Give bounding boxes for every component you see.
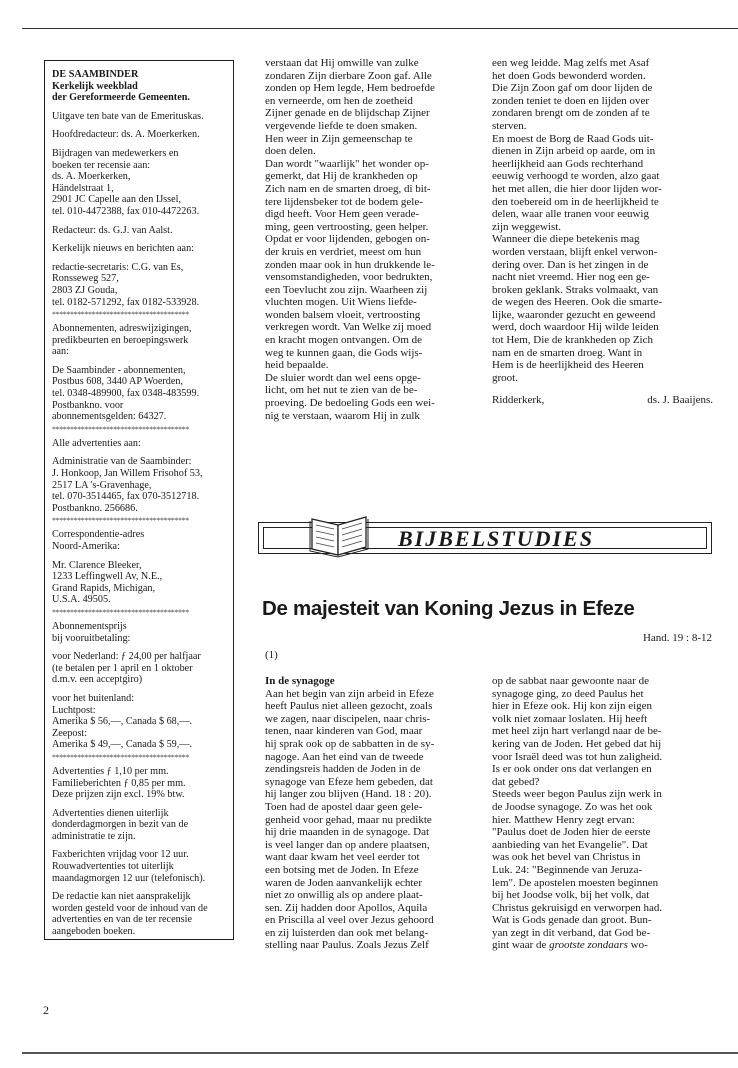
text-line: nagoge. Aan het eind van de tweede bbox=[265, 750, 424, 763]
text-line: delen, waar alle tranen voor eeuwig bbox=[492, 208, 649, 221]
colophon-line: Abonnementsprijs bbox=[52, 620, 127, 632]
text-line: Luk. 24: "Beginnende van Jeruza- bbox=[492, 863, 643, 876]
colophon-redactie-lines bbox=[52, 262, 226, 308]
text-line: vluchten mogen. Uit Wiens liefde- bbox=[265, 296, 417, 309]
text-line: stelling naar Paulus. Zoals Jezus Zelf bbox=[265, 939, 429, 952]
text-line: De sluier wordt dan wel eens opge- bbox=[265, 371, 421, 384]
colophon-line: der Gereformeerde Gemeenten. bbox=[52, 92, 190, 104]
colophon-abonnementen-lines bbox=[52, 323, 226, 358]
text-line: vensomstandigheden, voor bedrukten, bbox=[265, 271, 433, 284]
text-line: wonden balsem vloeit, vertroosting bbox=[265, 308, 421, 321]
text-line: synagoge van Efeze hem gebeden, dat bbox=[265, 775, 433, 788]
text-line: want daar kwam het veel eerder tot bbox=[265, 851, 420, 864]
colophon-line: aan: bbox=[52, 346, 69, 358]
text-line: Toen had de apostel daar geen gele- bbox=[265, 800, 423, 813]
text-line: zonden maar ook in hun drukkende le- bbox=[265, 258, 435, 271]
text-line: het met allen, die hier door lijden wor- bbox=[492, 182, 662, 195]
colophon-line: tel. 010-4472388, fax 010-4472263. bbox=[52, 205, 200, 217]
text-line: ming, geen vertroosting, geen helper. bbox=[265, 220, 429, 233]
text-line: voor Israël deed was tot hun zaligheid. bbox=[492, 750, 663, 763]
colophon-hoofdredacteur: Hoofdredacteur: ds. A. Moerkerken. bbox=[52, 129, 200, 141]
text-line: hij langer zou blijven (Hand. 18 : 20). bbox=[265, 788, 432, 801]
colophon-line: Bijdragen van medewerkers en bbox=[52, 147, 179, 159]
text-line: zijn weggewist. bbox=[492, 220, 562, 233]
text-line: volk niet zomaar loslaten. Hij heeft bbox=[492, 712, 648, 725]
text-line: nacht niet vreemd. Hier nog een ge- bbox=[492, 271, 650, 284]
colophon-abonnementsprijs-lines bbox=[52, 621, 226, 644]
colophon-tarieven-lines bbox=[52, 766, 226, 801]
text-line: yan zegt in dit verband, dat God be- bbox=[492, 926, 651, 939]
text-line: zonden op Hem legde, Hem bedroefde bbox=[265, 82, 435, 95]
signature-place: Ridderkerk, bbox=[492, 394, 545, 407]
text-line: lijke, waaronder gezucht en geweend bbox=[492, 308, 656, 321]
colophon-buitenland-lines bbox=[52, 693, 226, 751]
colophon-line: bij vooruitbetaling: bbox=[52, 632, 131, 644]
colophon-nieuws-lines bbox=[52, 243, 226, 255]
text-line: dering over. Dan is het zingen in de bbox=[492, 258, 649, 271]
text-line: niet zo onwillig als op andere plaat- bbox=[265, 889, 423, 902]
colophon-line: Advertenties ƒ 1,10 per mm. bbox=[52, 765, 169, 777]
colophon-line: 1233 Leffingwell Av, N.E., bbox=[52, 571, 163, 583]
text-line: Christus gekruisigd en verworpen had. bbox=[492, 901, 663, 914]
text-line: synagoge ging, zo deed Paulus het bbox=[492, 687, 644, 700]
text-line: en Priscilla al veel over Jezus gehoord bbox=[265, 914, 434, 927]
colophon-line: 2901 JC Capelle aan den IJssel, bbox=[52, 194, 182, 206]
colophon-line: tel. 070-3514465, fax 070-3512718. bbox=[52, 491, 200, 503]
text-line: aanbieding van het Evangelie". Dat bbox=[492, 838, 648, 851]
colophon-line: Grand Rapids, Michigan, bbox=[52, 582, 155, 594]
article-subheading: In de synagoge bbox=[265, 675, 335, 687]
colophon-line: Postbankno. 256686. bbox=[52, 502, 138, 514]
text-line: heeft Paulus niet alleen gezocht, zoals bbox=[265, 700, 433, 713]
text-line: Die Zijn Zoon gaf om door lijden de bbox=[492, 82, 653, 95]
colophon-line: Postbankno. voor bbox=[52, 399, 124, 411]
separator-stars: ************************************** bbox=[52, 753, 189, 762]
text-line: het doen Gods bewonderd worden. bbox=[492, 69, 646, 82]
text-line: En moest de Borg de Raad Gods uit- bbox=[492, 132, 654, 145]
text-line: Is er ook onder ons dat verlangen en bbox=[492, 763, 652, 776]
colophon-line: tel. 0348-489900, fax 0348-483599. bbox=[52, 388, 200, 400]
text-line: werd, doch waardoor Hij wilde leiden bbox=[492, 321, 659, 334]
colophon-line: Mr. Clarence Bleeker, bbox=[52, 559, 142, 571]
text-line: we zagen, naar discipelen, naar chris- bbox=[265, 712, 431, 725]
colophon-line: Ronsseweg 527, bbox=[52, 273, 119, 285]
colophon-line: J. Honkoop, Jan Willem Frisohof 53, bbox=[52, 468, 203, 480]
text-line: genheid voor gehad, maar nu predikte bbox=[265, 813, 432, 826]
colophon-box bbox=[44, 60, 234, 940]
meditation-column-right bbox=[492, 57, 713, 407]
colophon-line: aangeboden boeken. bbox=[52, 926, 136, 938]
top-rule bbox=[22, 28, 738, 29]
text-line: dat gebed? bbox=[492, 775, 540, 788]
bottom-rule bbox=[22, 1052, 738, 1054]
colophon-line: (te betalen per 1 april en 1 oktober bbox=[52, 662, 193, 674]
text-line: verstaan dat Hij omwille van zulke bbox=[265, 57, 419, 69]
text-line: sen. Zij hadden door Apollos, Aquila bbox=[265, 901, 428, 914]
text-line: een Toevlucht zou zijn. Waarheen zij bbox=[265, 283, 428, 296]
colophon-line: Administratie van de Saambinder: bbox=[52, 456, 192, 468]
text-line: verkregen wordt. Van Welke zij moed bbox=[265, 321, 432, 334]
text-line: heid bepaalde. bbox=[265, 359, 329, 372]
text-line: worden verstaan, blijft enkel verwon- bbox=[492, 245, 658, 258]
colophon-line: Noord-Amerika: bbox=[52, 541, 120, 552]
article-column-left bbox=[265, 675, 487, 952]
text-line: sterven. bbox=[492, 119, 527, 132]
colophon-administratie-lines bbox=[52, 456, 226, 514]
text-line: kering van de Joden. Het gebed dat hij bbox=[492, 737, 662, 750]
colophon-line: DE SAAMBINDER bbox=[52, 69, 139, 80]
text-line: tenen, naar kinderen van God, maar bbox=[265, 725, 423, 738]
colophon-line: Luchtpost: bbox=[52, 704, 96, 716]
text-line: gemerkt, dat Hij de krankheden op bbox=[265, 170, 418, 183]
text-line: zendingsreis hadden de Joden in de bbox=[265, 763, 421, 776]
colophon-line: Kerkelijk weekblad bbox=[52, 80, 138, 92]
text-line: met heel zijn hart verlangd naar de be- bbox=[492, 725, 662, 738]
colophon-uitgave: Uitgave ten bate van de Emerituskas. bbox=[52, 110, 204, 122]
colophon-line: worden gesteld voor de inhoud van de bbox=[52, 902, 208, 914]
text-line: Zijner genade en de blijdschap Zijner bbox=[265, 107, 430, 120]
colophon-line: De Saambinder - abonnementen, bbox=[52, 364, 186, 376]
text-line: en zij luisterden dan ook met belang- bbox=[265, 926, 429, 939]
colophon-line: Familieberichten ƒ 0,85 per mm. bbox=[52, 777, 186, 789]
open-book-icon bbox=[304, 509, 376, 559]
last-line-end: wo- bbox=[627, 939, 648, 952]
colophon-line: Händelstraat 1, bbox=[52, 182, 114, 194]
text-line: hij sprak ook op de sabbatten in de sy- bbox=[265, 737, 435, 750]
text-line: Steeds weer begon Paulus zijn werk in bbox=[492, 788, 662, 801]
signature bbox=[492, 394, 713, 407]
colophon-line: Faxberichten vrijdag voor 12 uur. bbox=[52, 849, 189, 861]
colophon-line: Postbus 608, 3440 AP Woerden, bbox=[52, 376, 184, 388]
separator-stars: ************************************** bbox=[52, 517, 189, 526]
colophon-line: Abonnementen, adreswijzigingen, bbox=[52, 323, 192, 335]
colophon-bijdragen-lines bbox=[52, 148, 226, 218]
text-line: heerlijkheid aan Gods rechterhand bbox=[492, 157, 644, 170]
colophon-line: d.m.v. een acceptgiro) bbox=[52, 674, 143, 686]
text-line: en kracht mogen ontvangen. Om de bbox=[265, 334, 423, 347]
colophon-advertenties-aan: Alle advertenties aan: bbox=[52, 437, 141, 449]
text-line: en verneerde, om hen de zoetheid bbox=[265, 94, 413, 107]
text-line: hij drie maanden in de synagoge. Dat bbox=[265, 826, 430, 839]
colophon-line: Deze prijzen zijn excl. 19% btw. bbox=[52, 789, 185, 801]
meditation-column-middle bbox=[265, 57, 490, 422]
text-line: groot. bbox=[492, 371, 518, 384]
separator-stars: ************************************** bbox=[52, 425, 189, 434]
text-line: dienen in Zijn arbeid op aarde, om in bbox=[492, 145, 656, 158]
colophon-line: De redactie kan niet aansprakelijk bbox=[52, 891, 191, 903]
signature-name: ds. J. Baaijens. bbox=[647, 394, 713, 407]
text-line: tere lijdensbeker tot de bodem gele- bbox=[265, 195, 423, 208]
colophon-line: 2517 LA 's-Gravenhage, bbox=[52, 479, 152, 491]
colophon-line: tel. 0182-571292, fax 0182-533928. bbox=[52, 296, 200, 308]
text-line: tot Hem, Die de krankheden op Zich bbox=[492, 334, 653, 347]
text-line: den toebereid om in de heerlijkheid te bbox=[492, 195, 659, 208]
text-line: was ook het bevel van Christus in bbox=[492, 851, 641, 864]
colophon-correspondentie-lines bbox=[52, 529, 226, 552]
colophon-line: Correspondentie-adres bbox=[52, 529, 145, 541]
section-banner bbox=[258, 513, 714, 551]
text-line: der kruis en verdriet, meest om hun bbox=[265, 245, 422, 258]
text-line: hier. Matthew Henry zegt ervan: bbox=[492, 813, 635, 826]
article-part-number: (1) bbox=[265, 649, 278, 661]
colophon-fax-lines bbox=[52, 849, 226, 884]
separator-stars: ************************************** bbox=[52, 311, 189, 320]
text-line: zondaren brengt om de zonden af te bbox=[492, 107, 650, 120]
text-line: hier in Efeze ook. Hij kon zijn eigen bbox=[492, 700, 653, 713]
colophon-line: voor Nederland: ƒ 24,00 per halfjaar bbox=[52, 651, 201, 663]
text-line: lem". De apostelen moesten beginnen bbox=[492, 876, 659, 889]
text-line: waren de Joden aanvankelijk echter bbox=[265, 876, 422, 889]
colophon-line: ds. A. Moerkerken, bbox=[52, 171, 131, 183]
text-line: op de sabbat naar gewoonte naar de bbox=[492, 675, 649, 687]
colophon-nederland-lines bbox=[52, 651, 226, 686]
text-line: broken geklank. Straks volmaakt, van bbox=[492, 283, 659, 296]
text-line: eeuwig verhoogd te worden, alzo gaat bbox=[492, 170, 660, 183]
colophon-line: boeken ter recensie aan: bbox=[52, 159, 151, 171]
text-line: weg te kunnen gaan, die Gods wijs- bbox=[265, 346, 423, 359]
text-line: digd heeft. Voor Hem geen verade- bbox=[265, 208, 420, 221]
text-line: Hem is de heerlijkheid des Heeren bbox=[492, 359, 644, 372]
emphasis-grootste-zondaars: grootste zondaars bbox=[549, 939, 628, 952]
colophon-line: abonnementsgelden: 64327. bbox=[52, 411, 167, 423]
colophon-line: 2803 ZJ Gouda, bbox=[52, 284, 118, 296]
text-line-last bbox=[492, 939, 713, 952]
colophon-saambinder-abon-lines bbox=[52, 365, 226, 423]
colophon-line: Amerika $ 49,—, Canada $ 59,—. bbox=[52, 739, 193, 751]
text-line: Zich nam en de smarten droeg, di bit- bbox=[265, 182, 431, 195]
colophon-redacteur: Redacteur: ds. G.J. van Aalst. bbox=[52, 224, 173, 236]
text-line: is veel langer dan op andere plaatsen, bbox=[265, 838, 430, 851]
colophon-line: Advertenties dienen uiterlijk bbox=[52, 807, 169, 819]
colophon-line: Rouwadvertenties tot uiterlijk bbox=[52, 861, 174, 873]
colophon-line: administratie te zijn. bbox=[52, 830, 136, 842]
text-line: een botsing met de Joden. In Efeze bbox=[265, 863, 419, 876]
colophon-line: voor het buitenland: bbox=[52, 692, 135, 704]
text-line: proeving. De bedoeling Gods een wei- bbox=[265, 397, 435, 410]
article-headline: De majesteit van Koning Jezus in Efeze bbox=[262, 597, 635, 620]
last-line-start: gint waar de bbox=[492, 939, 550, 952]
text-line: bij het Joodse volk, bij het volk, dat bbox=[492, 889, 650, 902]
text-line: licht, om het nut te zien van de be- bbox=[265, 384, 418, 397]
text-line: Wanneer die diepe betekenis mag bbox=[492, 233, 640, 246]
colophon-line: U.S.A. 49505. bbox=[52, 594, 111, 606]
colophon-line: redactie-secretaris: C.G. van Es, bbox=[52, 261, 184, 273]
text-line: zondaren Zijn dierbare Zoon gaf. Alle bbox=[265, 69, 432, 82]
separator-stars: ************************************** bbox=[52, 608, 189, 617]
colophon-line: Kerkelijk nieuws en berichten aan: bbox=[52, 243, 195, 255]
text-line: Hen weer in Zijn gemeenschap te bbox=[265, 132, 413, 145]
text-line: Wat is Gods genade dan groot. Bun- bbox=[492, 914, 652, 927]
text-line: vergevende liefde te doen smaken. bbox=[265, 119, 418, 132]
text-line: doen delen. bbox=[265, 145, 316, 158]
text-line: de wegen des Heeren. Ook die smarte- bbox=[492, 296, 663, 309]
text-line: Aan het begin van zijn arbeid in Efeze bbox=[265, 687, 434, 700]
colophon-line: Zeepost: bbox=[52, 727, 88, 739]
text-line: nig te verstaan, waarom Hij in zulk bbox=[265, 409, 420, 422]
text-line: nam en de smarten droeg. Want in bbox=[492, 346, 643, 359]
scripture-reference: Hand. 19 : 8-12 bbox=[642, 632, 712, 644]
page-number: 2 bbox=[43, 1003, 49, 1017]
colophon-line: predikbeurten en beroepingswerk bbox=[52, 334, 189, 346]
text-line: zonden teniet te doen en lijden over bbox=[492, 94, 649, 107]
colophon-bleeker-lines bbox=[52, 560, 226, 606]
colophon-line: donderdagmorgen in bezit van de bbox=[52, 819, 189, 831]
text-line: Dan wordt "waarlijk" het wonder op- bbox=[265, 157, 429, 170]
text-line: de Joodse synagoge. Zo was het ook bbox=[492, 800, 653, 813]
colophon-line: Amerika $ 56,—, Canada $ 68,—. bbox=[52, 716, 193, 728]
text-line: een weg leidde. Mag zelfs met Asaf bbox=[492, 57, 650, 69]
article-column-right bbox=[492, 675, 713, 952]
colophon-aansprakelijk-lines bbox=[52, 891, 226, 937]
banner-label: BIJBELSTUDIES bbox=[398, 526, 594, 551]
text-line: Opdat er voor lijdenden, gebogen on- bbox=[265, 233, 430, 246]
text-line: "Paulus doet de Joden hier de eerste bbox=[492, 826, 651, 839]
colophon-title-lines bbox=[52, 69, 226, 104]
colophon-line: maandagmorgen 12 uur (telefonisch). bbox=[52, 872, 206, 884]
colophon-line: advertenties en van de ter recensie bbox=[52, 914, 193, 926]
colophon-inzenden-lines bbox=[52, 808, 226, 843]
